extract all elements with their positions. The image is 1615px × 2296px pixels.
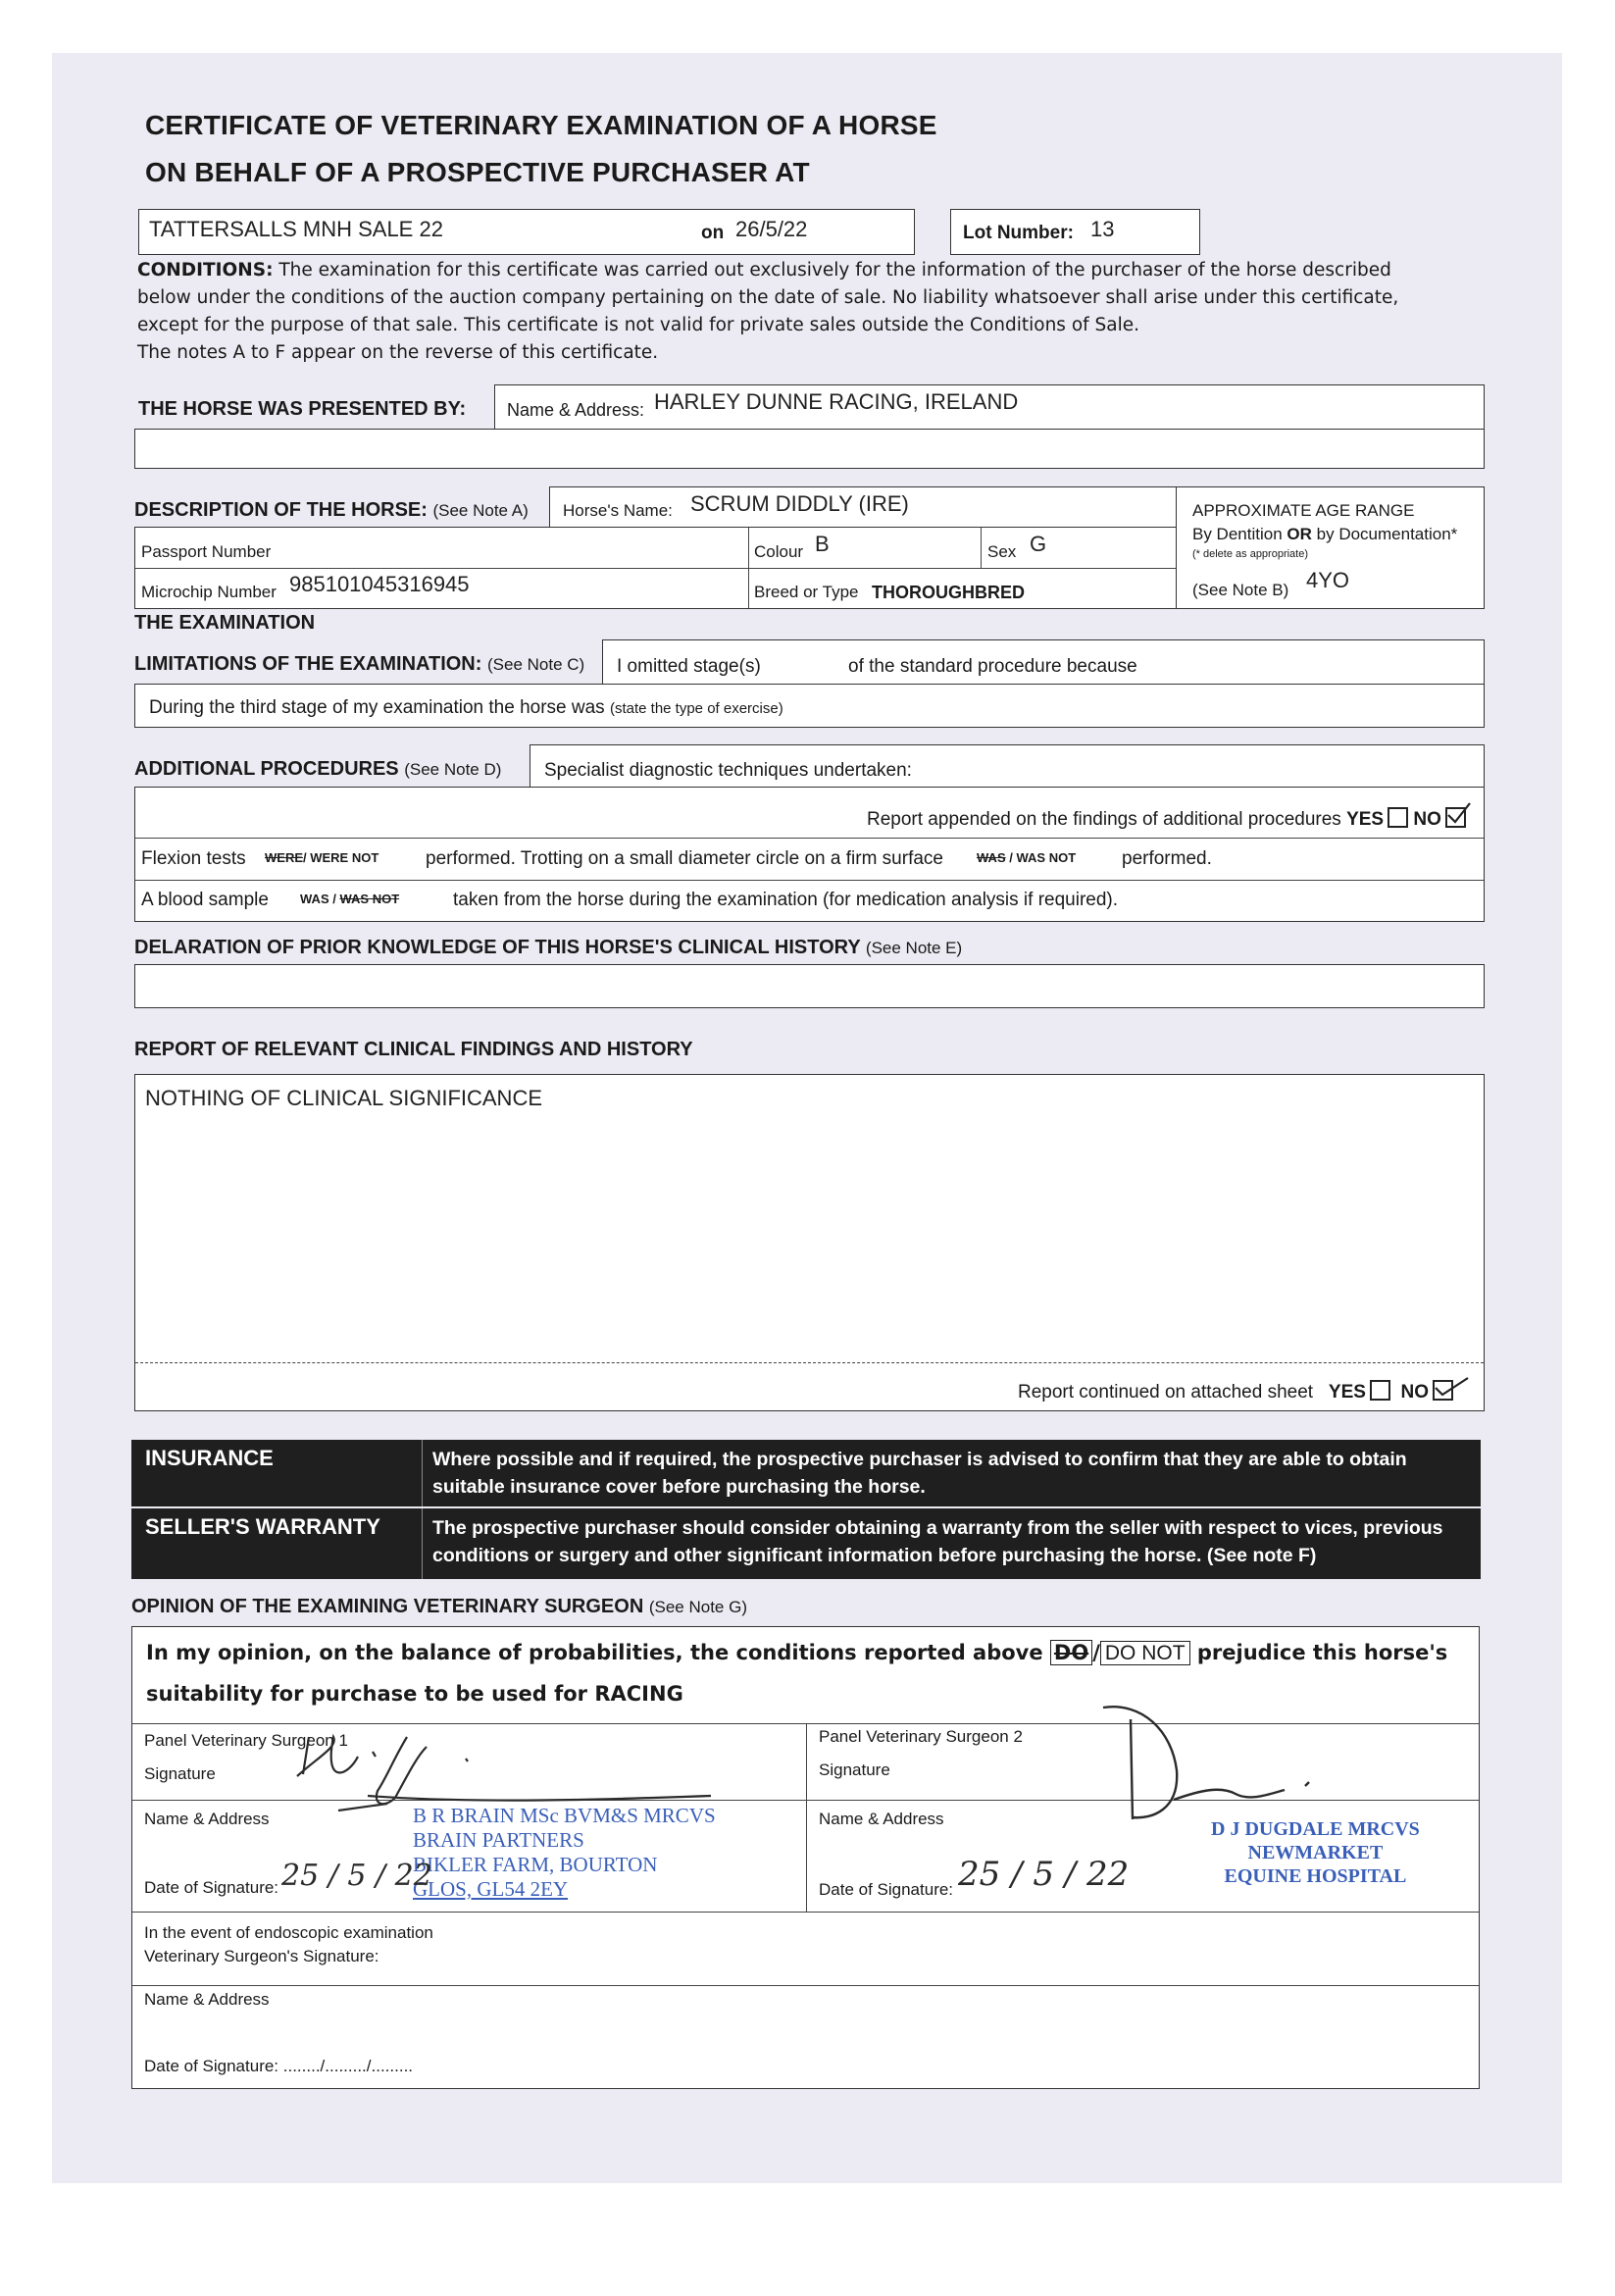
microchip-value: 985101045316945 xyxy=(289,572,470,596)
declaration-label xyxy=(134,937,962,959)
surgeon1-date-value: 25 / 5 / 22 xyxy=(281,1859,432,1893)
surgeon1-stamp-line-1: B R BRAIN MSc BVM&S MRCVS xyxy=(413,1804,716,1827)
blood-rest: taken from the horse during the examination (for medication analysis if required). xyxy=(453,890,1119,910)
horse-name-label: Horse's Name: xyxy=(563,501,673,520)
opinion-heading: OPINION OF THE EXAMINING VETERINARY SURGEON xyxy=(131,1596,644,1617)
continued-no-checkbox[interactable] xyxy=(1433,1380,1453,1401)
age-title: APPROXIMATE AGE RANGE xyxy=(1192,501,1415,520)
surgeon2-signature-label: Signature xyxy=(819,1760,890,1779)
endoscopic-date-text: Date of Signature: xyxy=(144,2057,279,2075)
surgeon1-stamp-line-2: BRAIN PARTNERS xyxy=(413,1828,584,1852)
report-label: REPORT OF RELEVANT CLINICAL FINDINGS AND HISTORY xyxy=(134,1039,693,1060)
additional-label xyxy=(134,758,501,781)
appended-no-label: NO xyxy=(1413,809,1441,830)
endoscopic-date-label xyxy=(144,2057,413,2076)
check-mark-icon xyxy=(1445,801,1471,825)
lot-number-field xyxy=(950,209,1200,255)
surgeon2-stamp-line-1: D J DUGDALE MRCVS xyxy=(1211,1818,1420,1840)
blood-was: WAS / xyxy=(300,892,336,906)
description-label xyxy=(134,499,529,522)
presented-name-value: HARLEY DUNNE RACING, IRELAND xyxy=(654,389,1019,414)
opinion-statement xyxy=(146,1641,1447,1665)
conditions-label: CONDITIONS: xyxy=(137,260,274,281)
flexion-performed: performed. xyxy=(1122,848,1212,869)
conditions-text xyxy=(137,257,1490,367)
surgeon1-signature-label: Signature xyxy=(144,1764,216,1783)
appended-yes-label: YES xyxy=(1346,809,1385,830)
surgeon1-stamp xyxy=(413,1804,716,1902)
additional-heading: ADDITIONAL PROCEDURES xyxy=(134,758,399,780)
age-see-note: (See Note B) xyxy=(1192,581,1289,599)
examination-heading: THE EXAMINATION xyxy=(134,612,316,634)
age-method xyxy=(1192,525,1457,544)
report-appended-label xyxy=(867,807,1466,831)
description-note: (See Note A) xyxy=(432,501,529,520)
opinion-slash: / xyxy=(1092,1641,1100,1664)
flexion-rest: performed. Trotting on a small diameter circle on a firm surface xyxy=(426,848,943,869)
age-or: OR xyxy=(1287,525,1312,543)
surgeon2-signature xyxy=(1064,1692,1358,1829)
sale-date: 26/5/22 xyxy=(735,217,808,241)
conditions-line-1: The examination for this certificate was carried out exclusively for the information of the purchaser of the horse described xyxy=(273,260,1391,281)
flexion-were-struck: WERE xyxy=(265,850,303,865)
passport-microchip-box xyxy=(134,527,1177,609)
horse-name-field xyxy=(549,486,1177,528)
omitted-rest: of the standard procedure because xyxy=(848,656,1137,677)
declaration-heading: DELARATION OF PRIOR KNOWLEDGE OF THIS HORSE'S CLINICAL HISTORY xyxy=(134,937,861,958)
third-stage-note: (state the type of exercise) xyxy=(609,700,783,717)
flexion-were-choice xyxy=(265,850,379,865)
specialist-label: Specialist diagnostic techniques undertaken: xyxy=(544,760,912,781)
age-delete-note: (* delete as appropriate) xyxy=(1192,548,1309,560)
horse-name-value: SCRUM DIDDLY (IRE) xyxy=(690,491,909,516)
procedures-box xyxy=(134,787,1485,922)
trotting-was-choice xyxy=(977,850,1076,865)
opinion-label xyxy=(131,1596,747,1618)
surgeon1-name-label: Name & Address xyxy=(144,1810,270,1828)
report-box xyxy=(134,1074,1485,1411)
opinion-text-before: In my opinion, on the balance of probabilities, the conditions reported above xyxy=(146,1641,1043,1664)
endoscopic-date-placeholder: ......../........./......... xyxy=(282,2057,414,2075)
declaration-field xyxy=(134,964,1485,1008)
microchip-label: Microchip Number xyxy=(141,583,277,601)
title-line-2: ON BEHALF OF A PROSPECTIVE PURCHASER AT xyxy=(145,157,810,187)
insurance-label: INSURANCE xyxy=(145,1446,274,1470)
sex-value: G xyxy=(1030,532,1047,556)
surgeon2-date-value: 25 / 5 / 22 xyxy=(958,1855,1130,1894)
passport-label: Passport Number xyxy=(141,542,272,561)
presented-name-field xyxy=(494,384,1485,430)
insurance-text: Where possible and if required, the prospective purchaser is advised to confirm that they are able to obtain suitable insurance cover before purchasing the horse. xyxy=(432,1449,1407,1498)
colour-value: B xyxy=(815,532,830,556)
warranty-text: The prospective purchaser should consider obtaining a warranty from the seller with respect to vices, previous conditions or surgery and other significant information before purchasing the horse. (See note F) xyxy=(432,1517,1443,1566)
continued-yes-label: YES xyxy=(1328,1382,1366,1403)
on-label: on xyxy=(701,223,725,243)
third-stage-label xyxy=(149,697,783,719)
warranty-label: SELLER'S WARRANTY xyxy=(145,1514,380,1539)
check-mark-icon xyxy=(1433,1374,1472,1400)
flexion-label: Flexion tests xyxy=(141,848,246,869)
third-stage-text: During the third stage of my examination the horse was xyxy=(149,697,605,718)
endoscopic-line-1: In the event of endoscopic examination xyxy=(144,1923,433,1942)
conditions-line-2: below under the conditions of the auction company pertaining on the date of sale. No liability whatsoever shall arise under this certificate, xyxy=(137,287,1399,308)
presented-by-label: THE HORSE WAS PRESENTED BY: xyxy=(138,398,467,420)
sex-label: Sex xyxy=(987,542,1017,561)
surgeon2-stamp-line-3: EQUINE HOSPITAL xyxy=(1224,1865,1407,1887)
omitted-stages-field xyxy=(602,639,1485,685)
lot-label: Lot Number: xyxy=(963,223,1074,243)
sale-name-field xyxy=(138,209,915,255)
presented-address-field xyxy=(134,429,1485,469)
declaration-note: (See Note E) xyxy=(865,939,963,957)
surgeon2-date-label: Date of Signature: xyxy=(819,1880,954,1899)
appended-yes-checkbox[interactable] xyxy=(1388,807,1408,828)
surgeon1-stamp-line-4: GLOS, GL54 2EY xyxy=(413,1877,569,1901)
flexion-were-not: / WERE NOT xyxy=(303,850,379,865)
warranty-row xyxy=(131,1508,1481,1579)
blood-was-not-struck: WAS NOT xyxy=(339,892,400,906)
sale-name: TATTERSALLS MNH SALE 22 xyxy=(149,217,443,241)
age-value: 4YO xyxy=(1306,568,1350,592)
opinion-do-struck: DO xyxy=(1050,1640,1092,1665)
opinion-note: (See Note G) xyxy=(648,1598,747,1616)
title-line-1: CERTIFICATE OF VETERINARY EXAMINATION OF A HORSE xyxy=(145,110,937,140)
surgeon1-panel-label: Panel Veterinary Surgeon 1 xyxy=(144,1731,348,1750)
additional-note: (See Note D) xyxy=(404,760,502,779)
limitations-label xyxy=(134,653,584,676)
breed-value: THOROUGHBRED xyxy=(872,583,1025,602)
colour-label: Colour xyxy=(754,542,804,561)
presented-name-label: Name & Address: xyxy=(507,400,645,420)
trotting-was-struck: WAS xyxy=(977,850,1006,865)
blood-was-choice xyxy=(300,892,399,906)
blood-label: A blood sample xyxy=(141,890,269,910)
surgeon2-stamp xyxy=(1211,1817,1420,1888)
breed-label: Breed or Type xyxy=(754,583,859,601)
endoscopic-line-2: Veterinary Surgeon's Signature: xyxy=(144,1947,379,1965)
report-appended-text: Report appended on the findings of additional procedures xyxy=(867,809,1341,830)
surgeon1-date-label: Date of Signature: xyxy=(144,1878,279,1897)
surgeon2-stamp-line-2: NEWMARKET xyxy=(1247,1842,1384,1863)
surgeon2-name-label: Name & Address xyxy=(819,1810,944,1828)
appended-no-checkbox[interactable] xyxy=(1445,807,1466,828)
specialist-field xyxy=(530,744,1485,788)
report-findings: NOTHING OF CLINICAL SIGNIFICANCE xyxy=(145,1086,543,1110)
opinion-line-2: suitability for purchase to be used for RACING xyxy=(146,1682,683,1706)
age-by: By Dentition xyxy=(1192,525,1283,543)
age-range-box xyxy=(1176,486,1485,609)
description-heading: DESCRIPTION OF THE HORSE: xyxy=(134,499,428,521)
opinion-do-not: DO NOT xyxy=(1100,1641,1190,1665)
surgeon2-panel-label: Panel Veterinary Surgeon 2 xyxy=(819,1727,1023,1746)
third-stage-field xyxy=(134,684,1485,728)
opinion-box xyxy=(131,1626,1480,2089)
continued-yes-checkbox[interactable] xyxy=(1370,1380,1390,1401)
continued-no-label: NO xyxy=(1400,1382,1429,1403)
report-continued xyxy=(1018,1380,1453,1403)
conditions-line-4: The notes A to F appear on the reverse of this certificate. xyxy=(137,342,659,363)
opinion-text-after: prejudice this horse's xyxy=(1196,1641,1448,1664)
lot-number: 13 xyxy=(1090,217,1115,241)
endoscopic-name-label: Name & Address xyxy=(144,1990,270,2009)
insurance-row xyxy=(131,1440,1481,1506)
omitted-label: I omitted stage(s) xyxy=(617,656,761,677)
limitations-note: (See Note C) xyxy=(486,655,585,674)
age-doc: by Documentation* xyxy=(1316,525,1458,543)
limitations-heading: LIMITATIONS OF THE EXAMINATION: xyxy=(134,653,482,675)
trotting-was-not: / WAS NOT xyxy=(1009,850,1077,865)
surgeon1-stamp-line-3: BIKLER FARM, BOURTON xyxy=(413,1853,658,1876)
conditions-line-3: except for the purpose of that sale. This certificate is not valid for private sales outside the Conditions of Sale. xyxy=(137,315,1140,335)
report-continued-text: Report continued on attached sheet xyxy=(1018,1382,1314,1403)
